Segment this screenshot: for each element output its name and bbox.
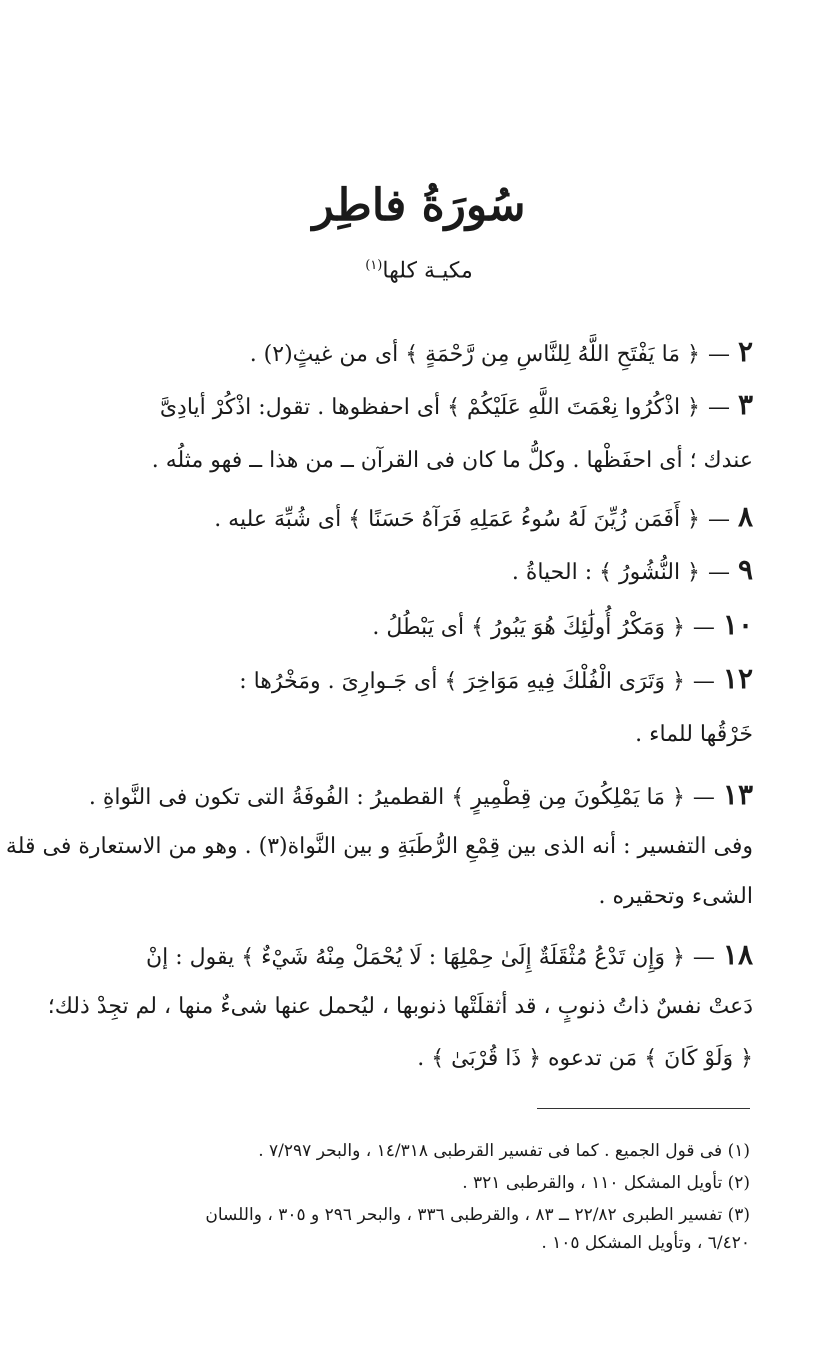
surah-subtitle [0, 258, 838, 283]
subtitle-text: مكيـة كلها [382, 258, 473, 284]
dash: — [692, 615, 715, 640]
entry-line [55, 553, 753, 590]
entry-line [55, 388, 753, 425]
entry-line [55, 608, 753, 645]
continuation-line [5, 830, 753, 864]
subtitle-footnote-ref: (١) [365, 258, 383, 273]
entry-line [55, 500, 753, 537]
verse-number: ١٠ [722, 608, 753, 641]
quran-quote: ﴿ أَفَمَن زُيِّنَ لَهُ سُوءُ عَمَلِهِ فَرَآهُ حَسَنًا ﴾ [348, 507, 700, 532]
footnote: (٢) تأويل المشكل ١١٠ ، والقرطبى ٣٢١ . [462, 1173, 750, 1193]
surah-title: سُورَةُ فاطِر [312, 180, 526, 231]
commentary: أى احفظوها . تقول: اذْكُرْ أيادِىَّ [159, 395, 441, 420]
footnote: (١) فى قول الجميع . كما فى تفسير القرطبى ١٤/٣١٨ ، والبحر ٧/٢٩٧ . [258, 1141, 750, 1161]
verse-number: ٩ [737, 553, 753, 586]
dash: — [692, 785, 715, 810]
footnote: (٣) تفسير الطبرى ٢٢/٨٢ ــ ٨٣ ، والقرطبى ٣٣٦ ، والبحر ٢٩٦ و ٣٠٥ ، واللسان [205, 1205, 750, 1225]
quran-quote: ﴿ مَا يَمْلِكُونَ مِن قِطْمِيرٍ ﴾ [451, 785, 685, 810]
entry-line [55, 662, 753, 699]
quran-quote: ﴿ وَمَكْرُ أُولَٰئِكَ هُوَ يَبُورُ ﴾ [471, 615, 685, 640]
dash: — [707, 560, 730, 585]
dash: — [692, 945, 715, 970]
continuation-line [47, 990, 753, 1024]
commentary: أى شُبِّهَ عليه . [214, 507, 342, 532]
verse-number: ٣ [737, 388, 753, 421]
commentary: الشىء وتحقيره . [598, 884, 753, 909]
commentary: أى جَـوارِىَ . ومَخْرُها : [239, 669, 438, 694]
verse-number: ١٨ [722, 938, 753, 971]
commentary: دَعتْ نفسٌ ذاتُ ذنوبٍ ، قد أثقلَتْها ذنوبها ، ليُحمل عنها شىءٌ منها ، لم تجِدْ ذلك؛ [47, 994, 753, 1019]
quran-quote: ﴿ وَإِن تَدْعُ مُثْقَلَةٌ إِلَىٰ حِمْلِهَا : لَا يُحْمَلْ مِنْهُ شَيْءٌ ﴾ [241, 945, 685, 970]
dash: — [692, 669, 715, 694]
commentary: خَرْقُها للماء . [635, 722, 753, 747]
commentary: : الحياةُ . [511, 560, 593, 585]
footnote-divider [537, 1108, 750, 1109]
continuation-line [55, 444, 753, 478]
continuation-line [55, 1042, 753, 1076]
verse-number: ٢ [737, 335, 753, 368]
commentary: عندك ؛ أى احفَظْها . وكلُّ ما كان فى القرآن ــ من هذا ــ فهو مثلُه . [151, 448, 753, 473]
verse-number: ١٢ [722, 662, 753, 695]
entry-line [55, 778, 753, 815]
quran-quote: ﴿ مَا يَفْتَحِ اللَّهُ لِلنَّاسِ مِن رَّحْمَةٍ ﴾ [405, 342, 700, 367]
continuation-line [55, 880, 753, 914]
commentary: يقول : إنْ [146, 945, 235, 970]
commentary: ﴿ وَلَوْ كَانَ ﴾ مَن تدعوه ﴿ ذَا قُرْبَىٰ ﴾ . [417, 1046, 753, 1071]
continuation-line [55, 718, 753, 752]
verse-number: ١٣ [722, 778, 753, 811]
verse-number: ٨ [737, 500, 753, 533]
entry-line [55, 335, 753, 372]
entry-line [55, 938, 753, 975]
commentary: القطميرُ : الفُوفَةُ التى تكون فى النَّواةِ . [88, 785, 445, 810]
quran-quote: ﴿ وَتَرَى الْفُلْكَ فِيهِ مَوَاخِرَ ﴾ [444, 669, 685, 694]
dash: — [707, 342, 730, 367]
commentary: أى يَبْطُلُ . [372, 615, 465, 640]
dash: — [707, 507, 730, 532]
commentary: أى من غيثٍ(٢) . [249, 342, 399, 367]
quran-quote: ﴿ النُّشُورُ ﴾ [599, 560, 700, 585]
commentary: وفى التفسير : أنه الذى بين قِمْعِ الرُّطَبَةِ و بين النَّواة(٣) . وهو من الاستعارة فى قلة [5, 834, 753, 859]
dash: — [707, 395, 730, 420]
footnote: ٦/٤٢٠ ، وتأويل المشكل ١٠٥ . [541, 1233, 750, 1253]
quran-quote: ﴿ اذْكُرُوا نِعْمَتَ اللَّهِ عَلَيْكُمْ ﴾ [447, 395, 700, 420]
